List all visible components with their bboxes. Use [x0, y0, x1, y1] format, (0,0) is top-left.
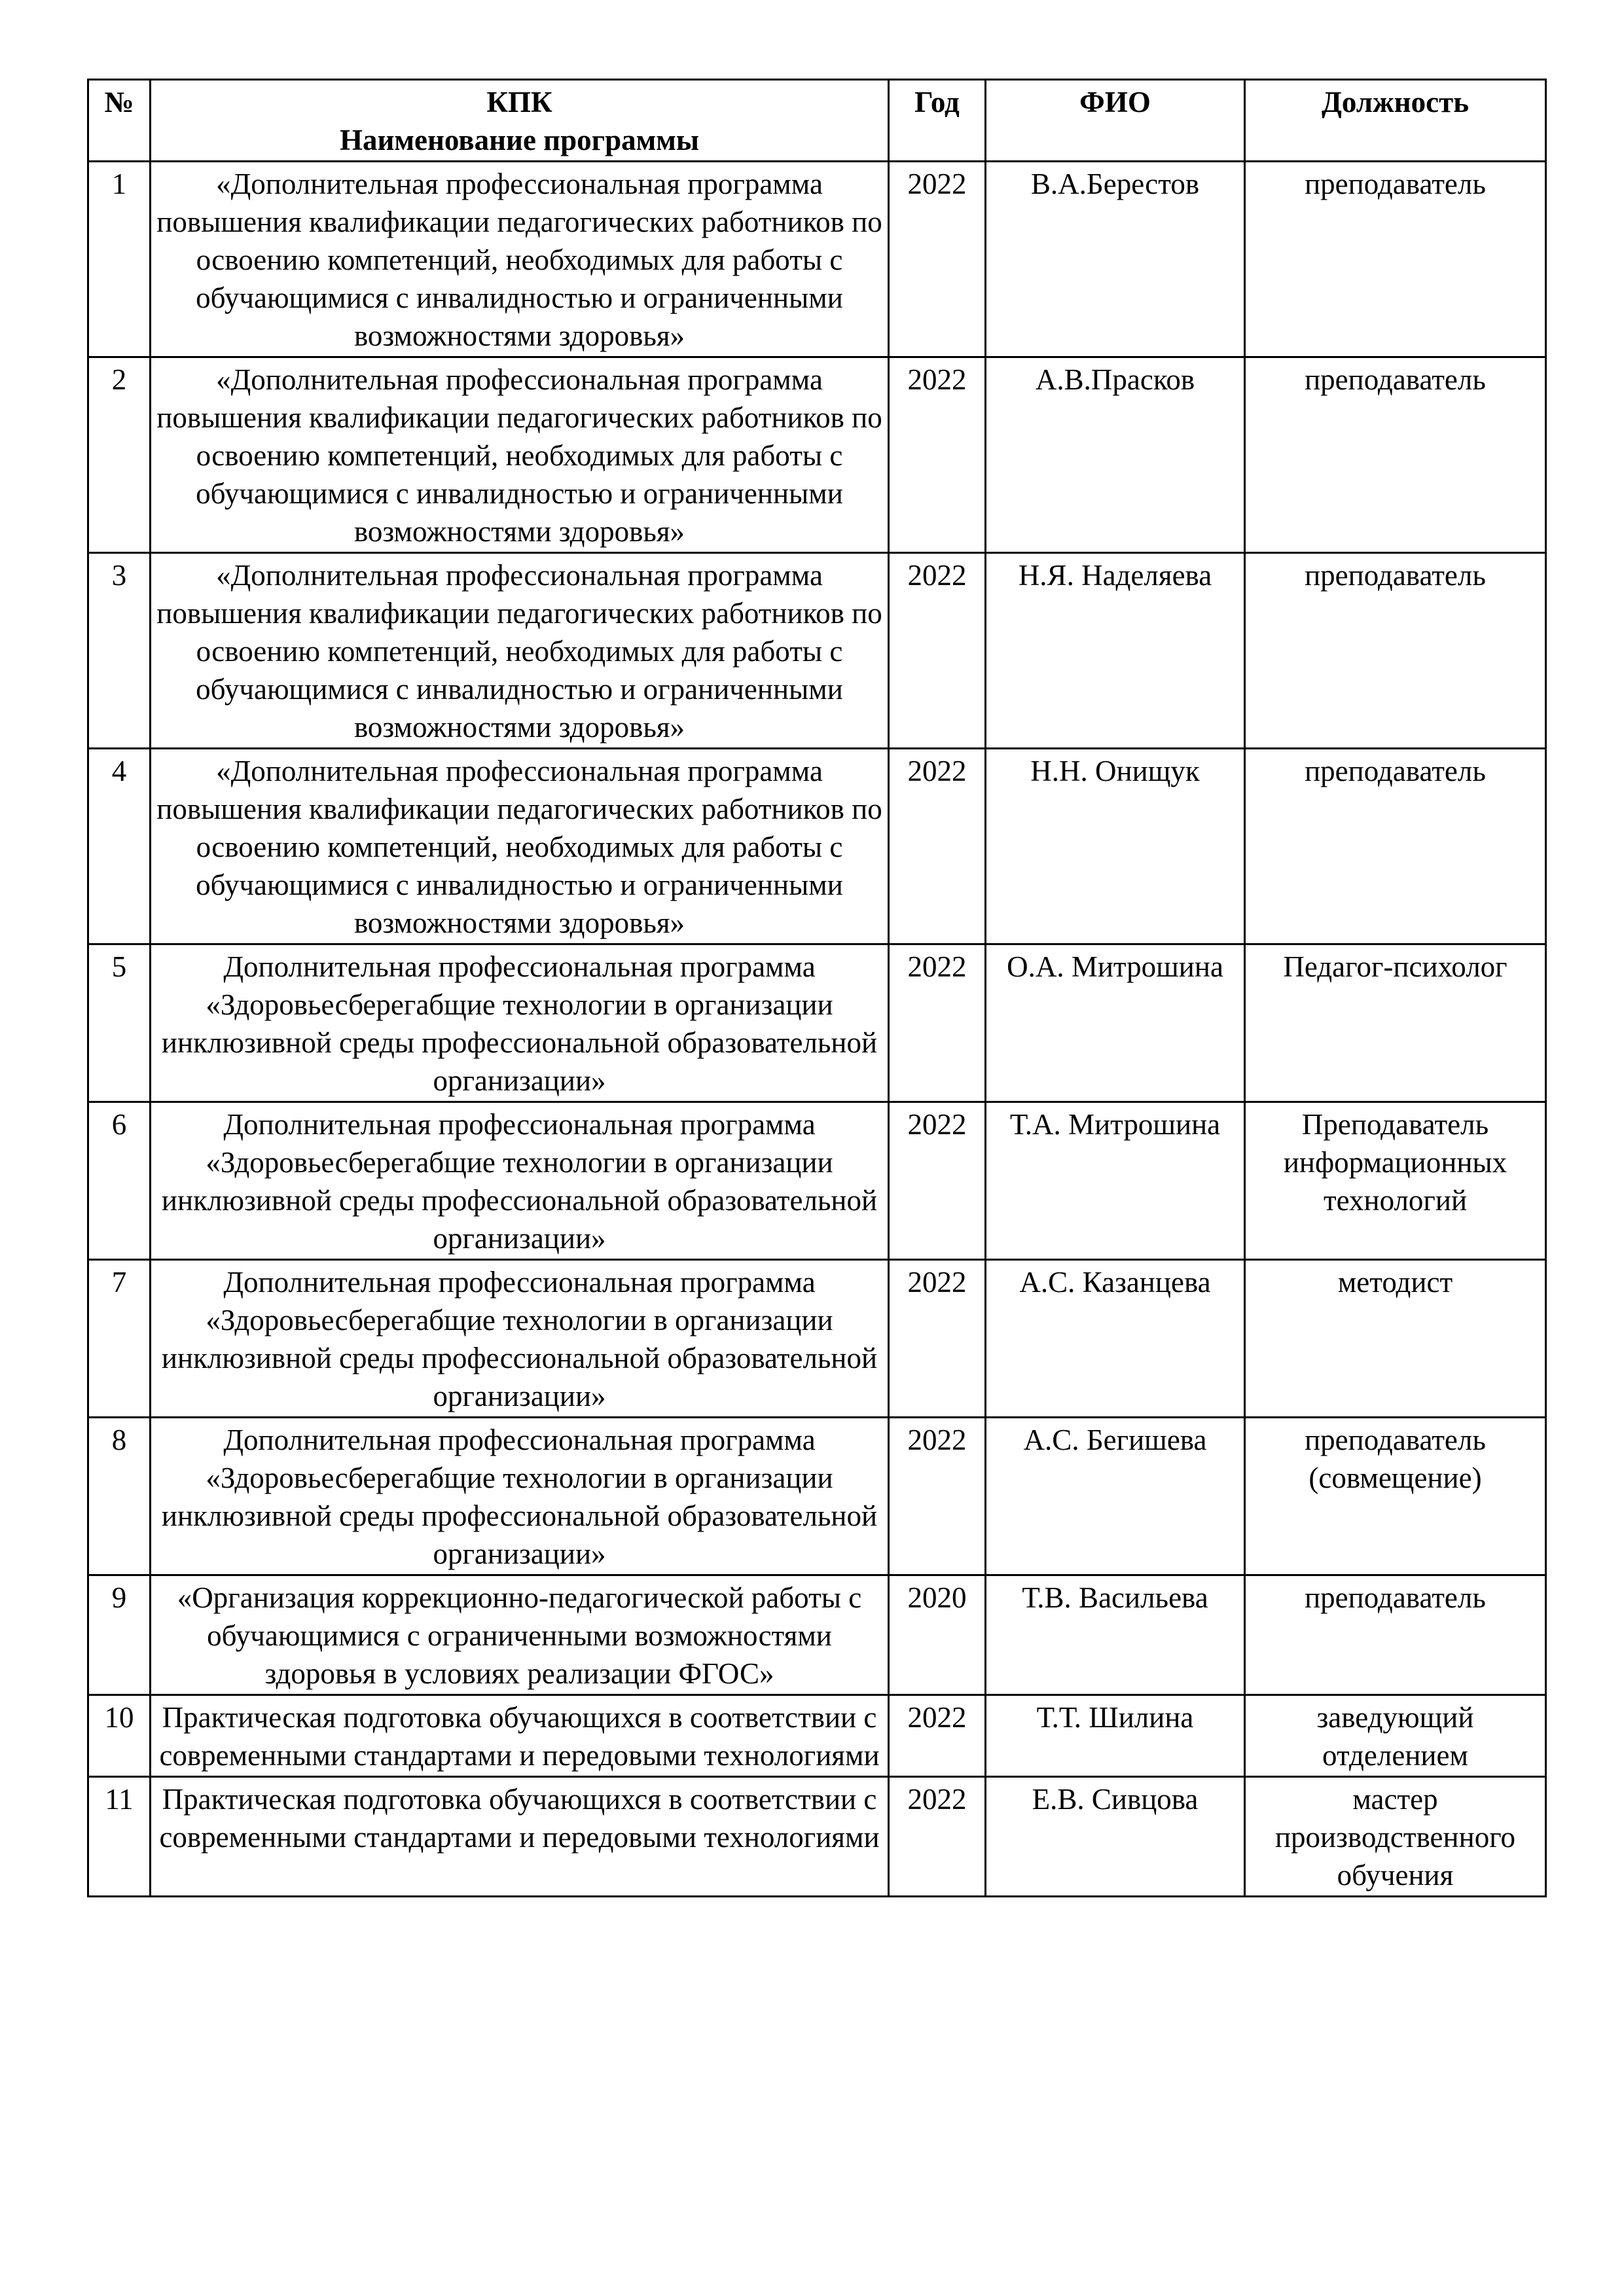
cell-position: Преподаватель информационных технологий	[1245, 1102, 1546, 1260]
table-row	[88, 749, 1546, 944]
cell-program: Практическая подготовка обучающихся в соответствии с современными стандартами и передовыми технологиями	[151, 1777, 889, 1897]
cell-program: «Дополнительная профессиональная программа повышения квалификации педагогических работников по освоению компетенций, необходимых для работы с обучающимися с инвалидностью и ограниченными возможностями здоровья»	[151, 749, 889, 944]
cell-fio: Т.А. Митрошина	[986, 1102, 1245, 1260]
table-row	[88, 1260, 1546, 1418]
cell-num: 5	[88, 944, 151, 1102]
cell-num: 9	[88, 1575, 151, 1695]
cell-position: преподаватель	[1245, 162, 1546, 357]
cell-program: Дополнительная профессиональная программа «Здоровьесберегабщие технологии в организации инклюзивной среды профессиональной образовательной организации»	[151, 1260, 889, 1418]
table-row	[88, 553, 1546, 749]
cell-year: 2022	[889, 357, 986, 553]
cell-position: мастер производственного обучения	[1245, 1777, 1546, 1897]
cell-year: 2022	[889, 1260, 986, 1418]
cell-fio: В.А.Берестов	[986, 162, 1245, 357]
cell-num: 11	[88, 1777, 151, 1897]
cell-fio: Н.Н. Онищук	[986, 749, 1245, 944]
cell-num: 4	[88, 749, 151, 944]
cell-program: Дополнительная профессиональная программа «Здоровьесберегабщие технологии в организации инклюзивной среды профессиональной образовательной организации»	[151, 944, 889, 1102]
cell-fio: А.С. Казанцева	[986, 1260, 1245, 1418]
cell-num: 2	[88, 357, 151, 553]
cell-num: 3	[88, 553, 151, 749]
cell-year: 2022	[889, 944, 986, 1102]
cell-year: 2022	[889, 1777, 986, 1897]
cell-num: 1	[88, 162, 151, 357]
cell-year: 2022	[889, 749, 986, 944]
cell-position: заведующий отделением	[1245, 1695, 1546, 1777]
table-row	[88, 162, 1546, 357]
cell-program: Дополнительная профессиональная программа «Здоровьесберегабщие технологии в организации инклюзивной среды профессиональной образовательной организации»	[151, 1418, 889, 1575]
table-header	[88, 80, 1546, 162]
cell-num: 7	[88, 1260, 151, 1418]
cell-year: 2022	[889, 1102, 986, 1260]
cell-fio: Т.Т. Шилина	[986, 1695, 1245, 1777]
cell-program: «Дополнительная профессиональная программа повышения квалификации педагогических работников по освоению компетенций, необходимых для работы с обучающимися с инвалидностью и ограниченными возможностями здоровья»	[151, 553, 889, 749]
cell-year: 2022	[889, 553, 986, 749]
table-row	[88, 1695, 1546, 1777]
header-num: №	[88, 80, 151, 162]
header-program-line2: Наименование программы	[339, 124, 700, 156]
header-year: Год	[889, 80, 986, 162]
cell-num: 8	[88, 1418, 151, 1575]
cell-position: преподаватель	[1245, 749, 1546, 944]
table-row	[88, 944, 1546, 1102]
training-table	[87, 79, 1547, 1897]
cell-position: преподаватель	[1245, 357, 1546, 553]
cell-program: «Дополнительная профессиональная программа повышения квалификации педагогических работников по освоению компетенций, необходимых для работы с обучающимися с инвалидностью и ограниченными возможностями здоровья»	[151, 162, 889, 357]
header-program-line1: КПК	[486, 86, 552, 118]
table-body	[88, 162, 1546, 1897]
cell-fio: Т.В. Васильева	[986, 1575, 1245, 1695]
cell-program: Дополнительная профессиональная программа «Здоровьесберегабщие технологии в организации инклюзивной среды профессиональной образовательной организации»	[151, 1102, 889, 1260]
table-row	[88, 1102, 1546, 1260]
cell-fio: А.В.Прасков	[986, 357, 1245, 553]
cell-year: 2022	[889, 1695, 986, 1777]
header-program	[151, 80, 889, 162]
cell-program: «Дополнительная профессиональная программа повышения квалификации педагогических работников по освоению компетенций, необходимых для работы с обучающимися с инвалидностью и ограниченными возможностями здоровья»	[151, 357, 889, 553]
cell-year: 2020	[889, 1575, 986, 1695]
cell-fio: Н.Я. Наделяева	[986, 553, 1245, 749]
cell-program: Практическая подготовка обучающихся в соответствии с современными стандартами и передовыми технологиями	[151, 1695, 889, 1777]
cell-fio: А.С. Бегишева	[986, 1418, 1245, 1575]
table-row	[88, 1575, 1546, 1695]
cell-year: 2022	[889, 162, 986, 357]
cell-fio: О.А. Митрошина	[986, 944, 1245, 1102]
cell-position: преподаватель (совмещение)	[1245, 1418, 1546, 1575]
cell-fio: Е.В. Сивцова	[986, 1777, 1245, 1897]
header-row	[88, 80, 1546, 162]
cell-position: преподаватель	[1245, 1575, 1546, 1695]
table-row	[88, 1418, 1546, 1575]
header-fio: ФИО	[986, 80, 1245, 162]
cell-position: методист	[1245, 1260, 1546, 1418]
cell-program: «Организация коррекционно-педагогической работы с обучающимися с ограниченными возможностями здоровья в условиях реализации ФГОС»	[151, 1575, 889, 1695]
table-row	[88, 357, 1546, 553]
table-row	[88, 1777, 1546, 1897]
header-position: Должность	[1245, 80, 1546, 162]
cell-num: 10	[88, 1695, 151, 1777]
cell-year: 2022	[889, 1418, 986, 1575]
cell-num: 6	[88, 1102, 151, 1260]
cell-position: Педагог-психолог	[1245, 944, 1546, 1102]
cell-position: преподаватель	[1245, 553, 1546, 749]
